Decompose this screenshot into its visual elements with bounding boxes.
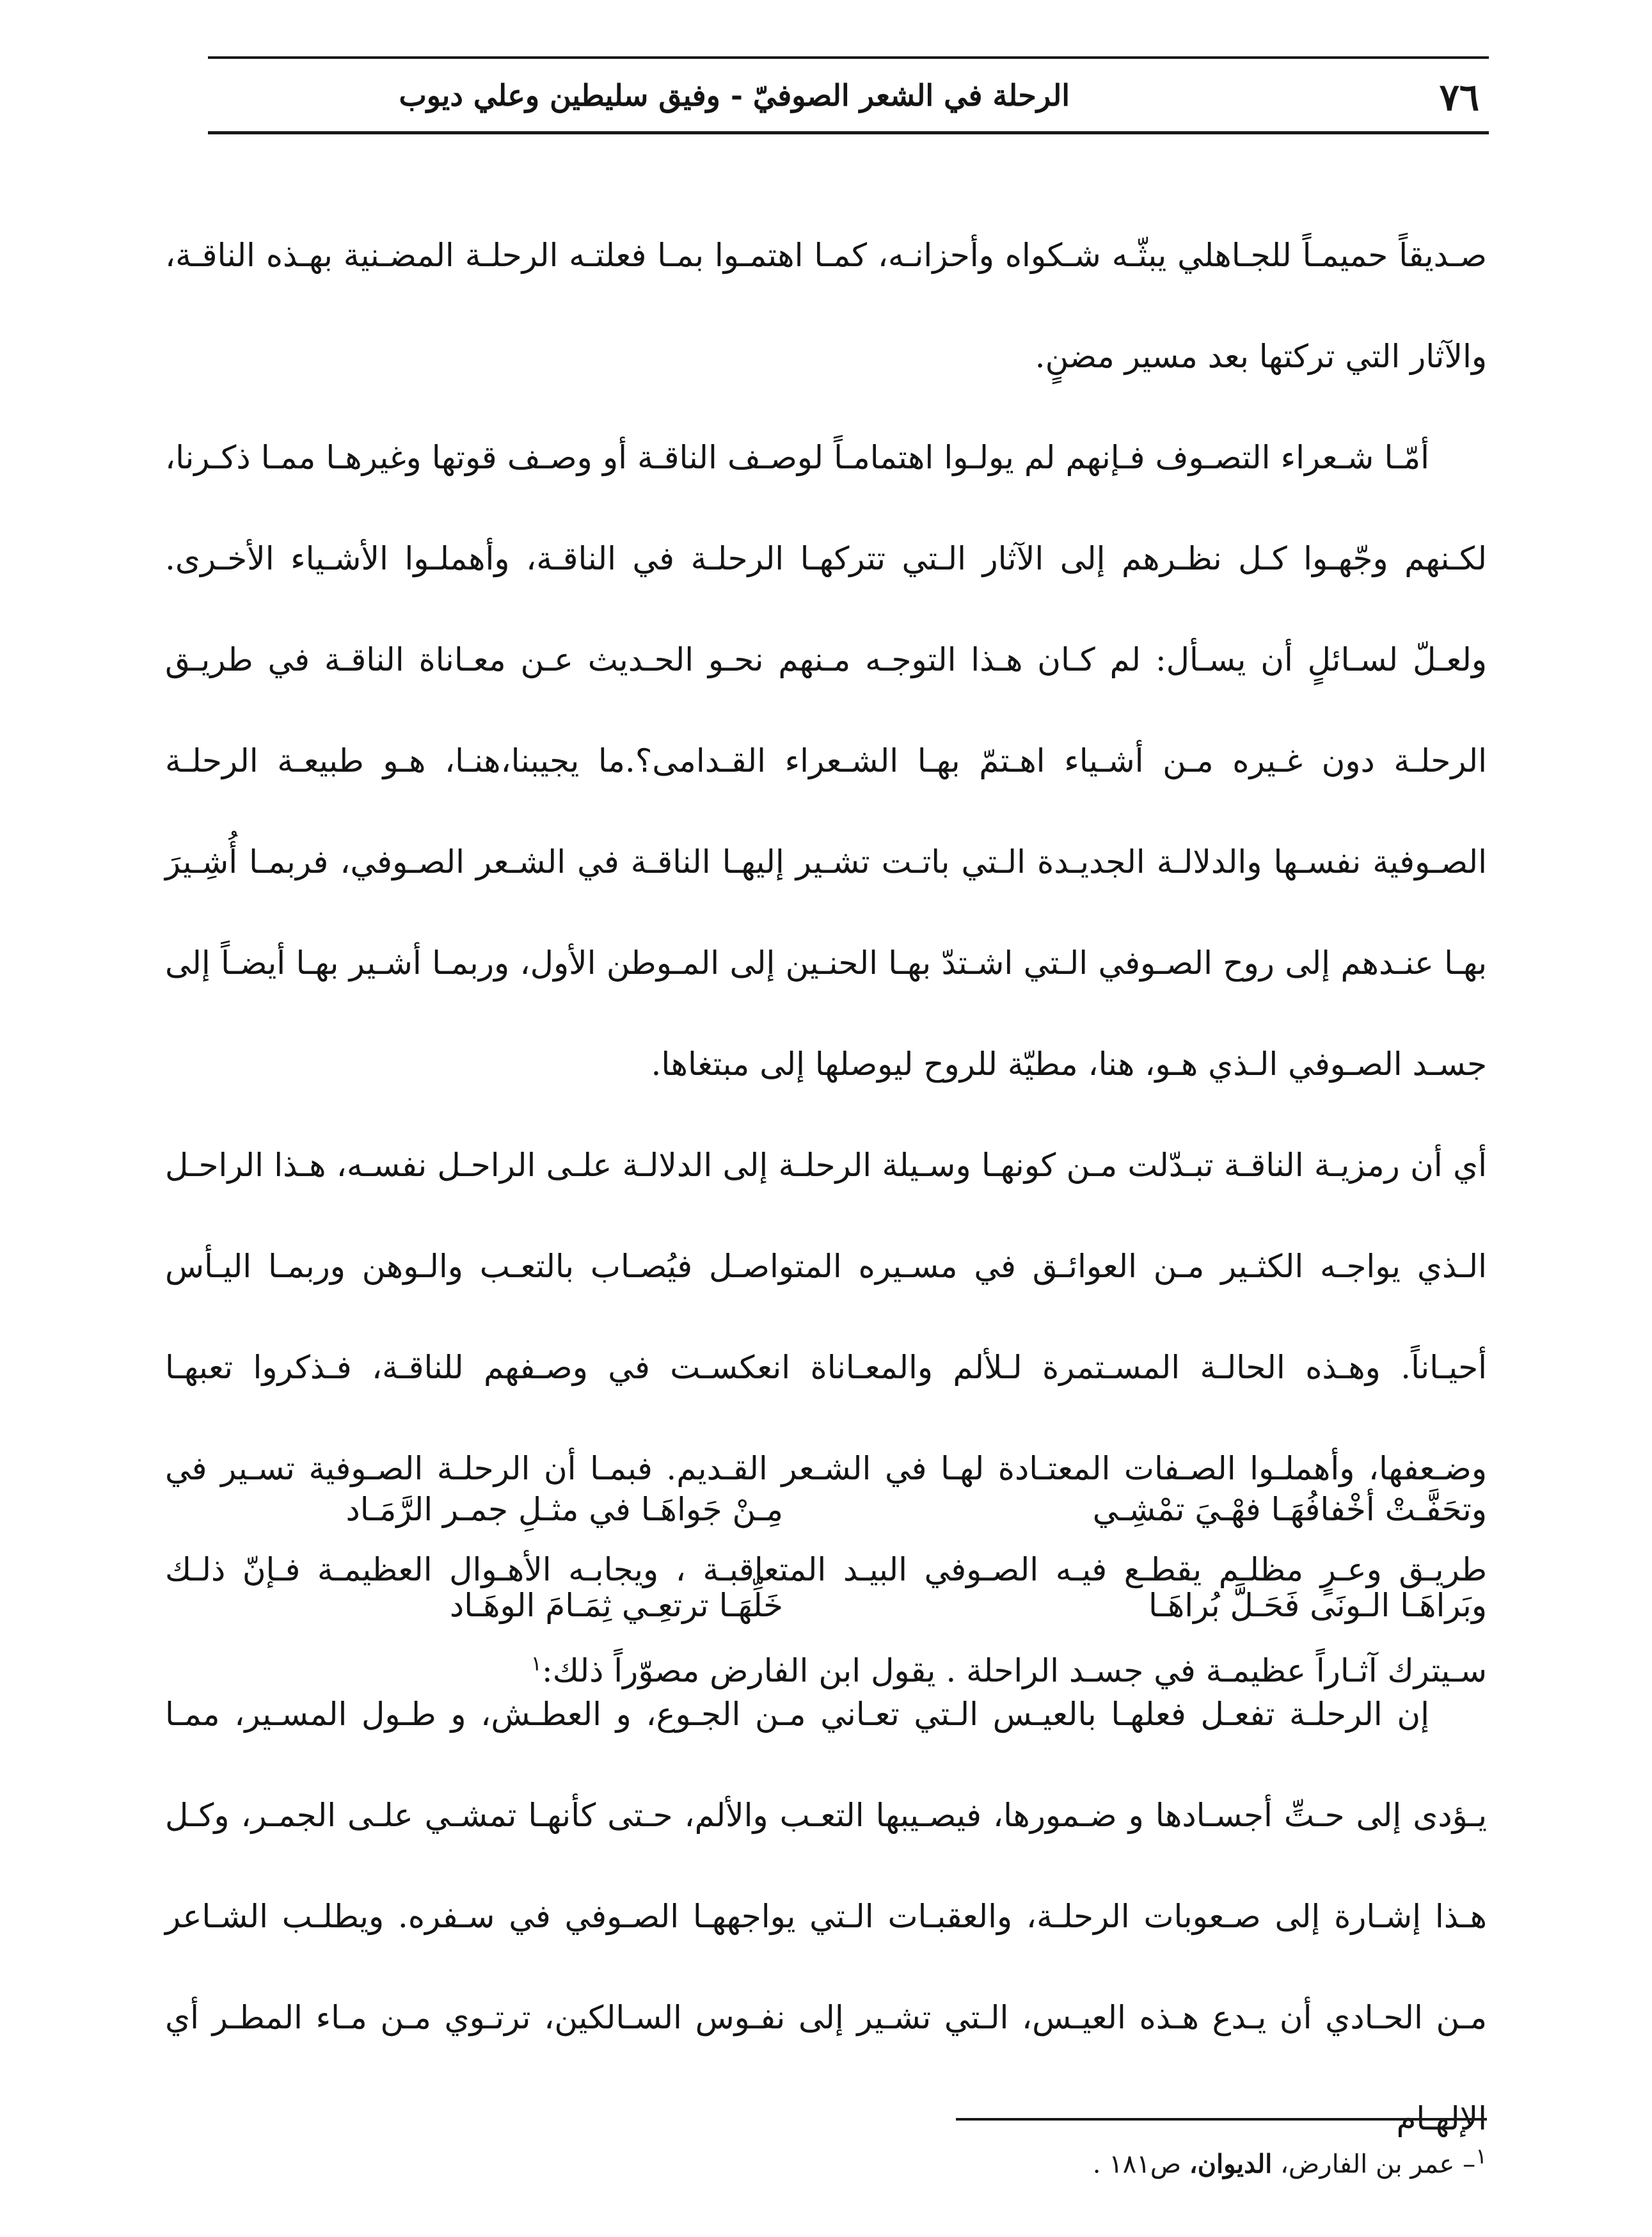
footnote-title: الديوان، — [1189, 2149, 1273, 2179]
poem-verses — [165, 1491, 1487, 1683]
footnote — [1093, 2144, 1487, 2179]
footnote-dash: – — [1463, 2149, 1476, 2179]
running-title: الرحلة في الشعر الصوفيّ - وفيق سليطين وعلي ديوب — [399, 78, 1070, 113]
footnote-separator — [956, 2118, 1487, 2121]
verse-second-hemistich: خَلِّهَـا ترتعِـي ثِمَـامَ الوهَـاد — [449, 1587, 783, 1624]
body-text-continued — [165, 1664, 1487, 2169]
paragraph: إن الرحلـة تفعـل فعلهـا بالعيـس الـتي تعـاني مـن الجـوع، و العطـش، و طـول المسـير، ممـا يـؤدى إلى حـتِّ أجسـادها و ضـمورها، فيصـيبها التعـب والألم، حـتى كأنهـا تمشـي علـى الجمـر، وكـل هـذا إشـارة إلى صـعوبات الرحلـة، والعقبـات الـتي يواجههـا الصـوفي في سـفره. ويطلـب الشـاعر مـن الحـادي أن يـدع هـذه العيـس، الـتي تشـير إلى نفـوس السـالكين، ترتـوي مـن مـاء المطـر أي الإلهـام — [165, 1696, 1487, 2137]
footnote-marker: ١ — [1475, 2144, 1487, 2169]
page-number: ٧٦ — [1439, 76, 1479, 119]
header-bottom-rule — [208, 131, 1489, 134]
footnote-page: ص١٨١ . — [1092, 2149, 1182, 2179]
verse-first-hemistich: وبَراهَـا الـونَى فَحَـلَّ بُراهَـا — [1148, 1587, 1487, 1624]
paragraph: صـديقاً حميمـاً للجـاهلي يبثّـه شـكواه وأحزانـه، كمـا اهتمـوا بمـا فعلتـه الرحلـة المضـنية بهـذه الناقـة، والآثار التي تركتها بعد مسير مضنٍ. — [165, 237, 1487, 375]
header-top-rule — [208, 56, 1489, 59]
footnote-reference[interactable]: ١ — [530, 1651, 542, 1676]
verse-second-hemistich: مِـنْ جَواهَـا في مثـلِ جمـر الرَّمَـاد — [345, 1491, 783, 1528]
verse-line — [165, 1491, 1487, 1587]
paragraph: أمّـا شـعراء التصـوف فـإنهم لم يولـوا اهتمامـاً لوصـف الناقـة أو وصـف قوتها وغيرهـا ممـا ذكـرنا، لكـنهم وجّهـوا كـل نظـرهم إلى الآثار الـتي تتركهـا الرحلـة في الناقـة، وأهملـوا الأشـياء الأخـرى. ولعـلّ لسـائلٍ أن يسـأل: لم كـان هـذا التوجـه مـنهم نحـو الحـديث عـن معـاناة الناقـة في طريـق الرحلـة دون غـيره مـن أشـياء اهـتمّ بهـا الشـعراء القـدامى؟.ما يجيبنا،هنـا، هـو طبيعـة الرحلـة الصـوفية نفسـها والدلالـة الجديـدة الـتي باتـت تشـير إليهـا الناقـة في الشـعر الصـوفي، فربمـا أُشِـيرَ بهـا عنـدهم إلى روح الصـوفي الـتي اشـتدّ بهـا الحنـين إلى المـوطن الأول، وربمـا أشـير بهـا أيضـاً إلى جسـد الصـوفي الـذي هـو، هنا، مطيّة للروح ليوصلها إلى مبتغاها. — [165, 439, 1487, 1083]
paragraph-text: أي أن رمزيـة الناقـة تبـدّلت مـن كونهـا وسـيلة الرحلـة إلى الدلالـة علـى الراحـل نفسـه، هـذا الراحـل الـذي يواجـه الكثـير مـن العوائـق في مسـيره المتواصـل فيُصـاب بالتعـب والـوهن وربمـا اليـأس أحيـاناً. وهـذه الحالـة المسـتمرة لـلألم والمعـاناة انعكسـت في وصـفهم للناقـة، فـذكروا تعبهـا وضـعفها، وأهملـوا الصـفات المعتـادة لهـا في الشـعر القـديم. فبمـا أن الرحلـة الصـوفية تسـير في طريـق وعـرٍ مظلـم يقطـع فيـه الصـوفي البيـد المتعاقبـة ، ويجابـه الأهـوال العظيمـة فـإنّ ذلـك سـيترك آثـاراً عظيمـة في جسـد الراحلة . يقول ابن الفارض مصوّراً ذلك: — [165, 1147, 1487, 1689]
footnote-author: عمر بن الفارض، — [1280, 2149, 1455, 2179]
verse-first-hemistich: وتحَفَّـتْ أخْفافُهَـا فهْـيَ تمْشِـي — [1092, 1491, 1487, 1528]
